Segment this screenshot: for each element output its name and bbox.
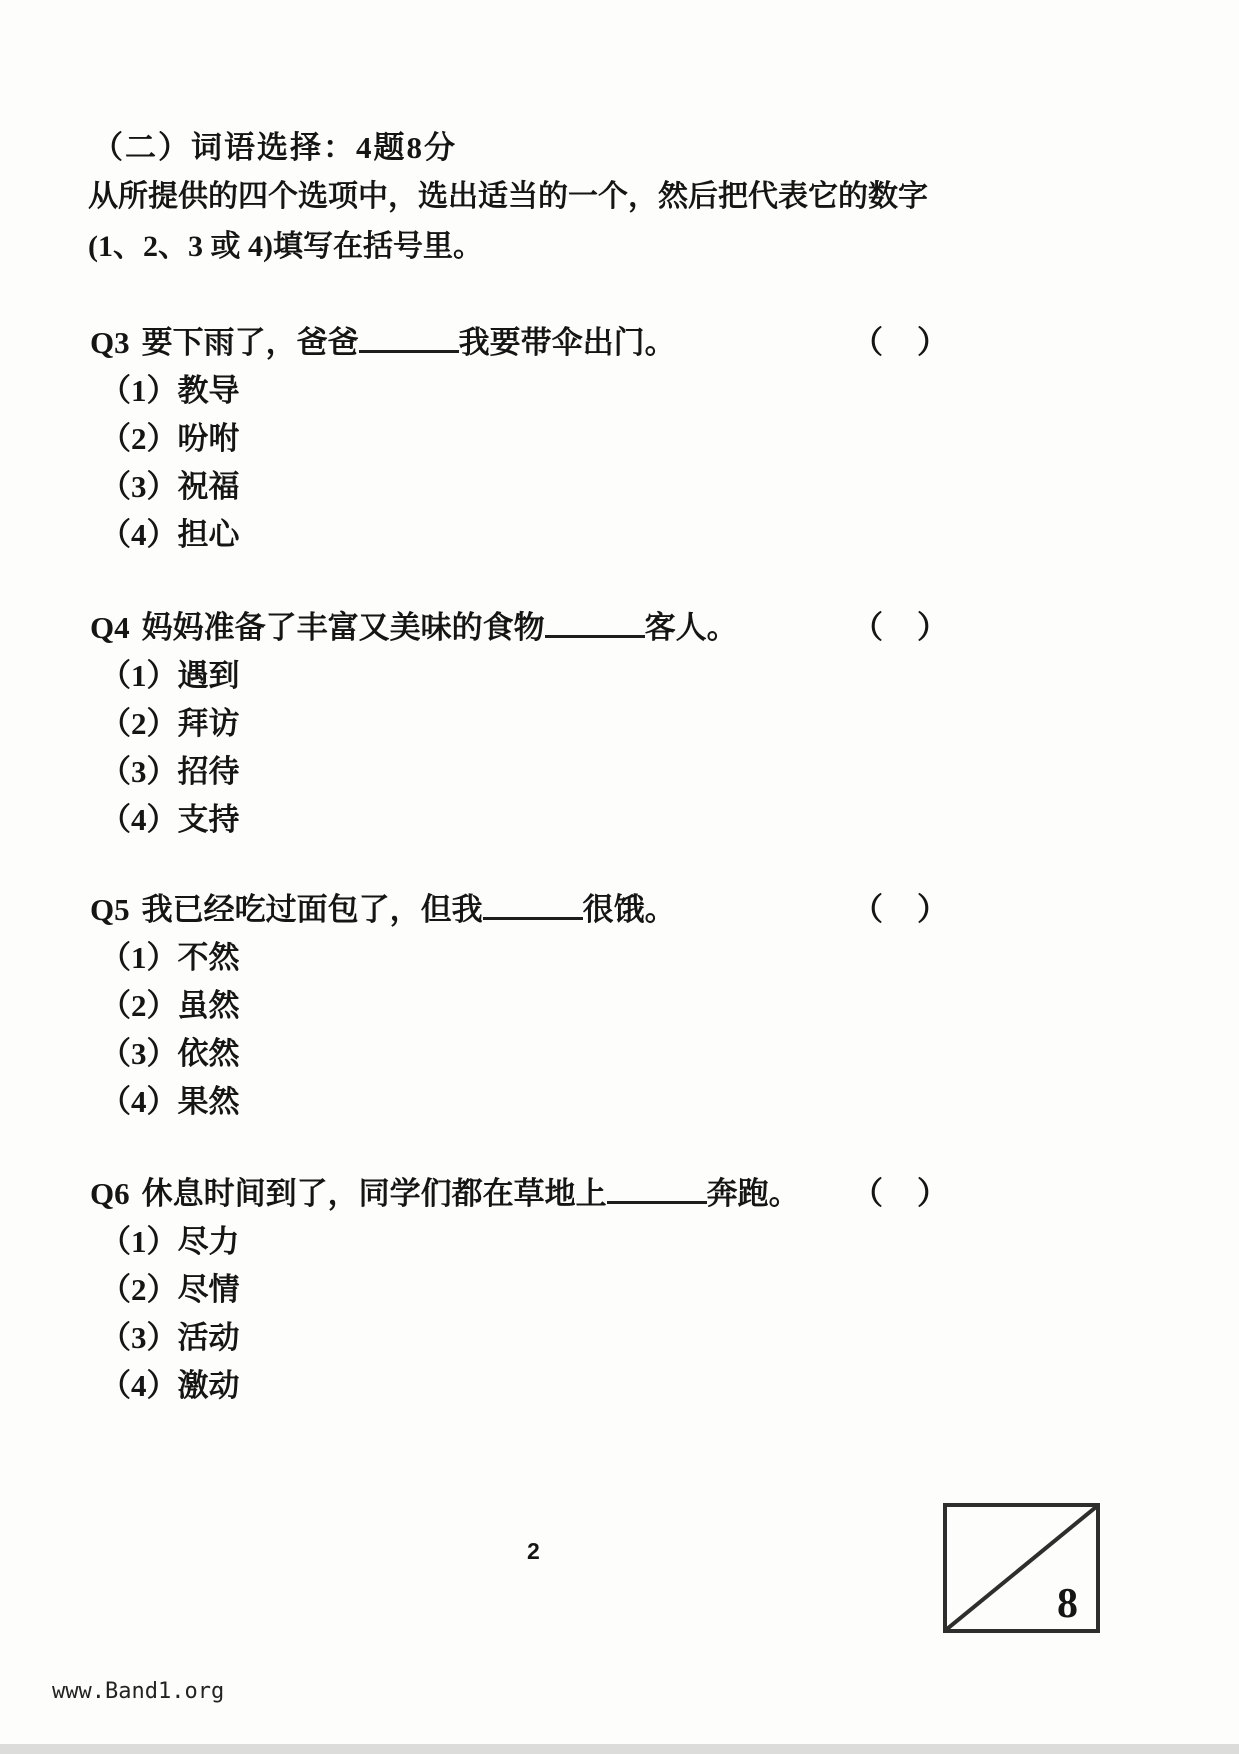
question-text — [90, 886, 1150, 934]
question-post-blank: 很饿。 — [582, 892, 676, 927]
question-q6 — [90, 1170, 1150, 1410]
instructions-line-1: 从所提供的四个选项中，选出适当的一个，然后把代表它的数字 — [88, 180, 928, 213]
option-3: （3）活动 — [100, 1320, 240, 1355]
question-pre-blank: 休息时间到了，同学们都在草地上 — [141, 1176, 607, 1211]
question-text — [90, 604, 1150, 652]
question-q4 — [90, 604, 1150, 844]
bracket-open: （ — [852, 892, 883, 927]
section-title: （二）词语选择：4题8分 — [92, 130, 457, 165]
question-number: Q4 — [90, 610, 130, 645]
option-2: （2）拜访 — [100, 706, 240, 741]
scan-edge-shadow — [0, 1744, 1239, 1754]
option-1: （1）不然 — [100, 940, 240, 975]
question-q3 — [90, 319, 1150, 559]
option-4: （4）支持 — [100, 802, 240, 837]
bracket-open: （ — [852, 1176, 883, 1211]
option-3: （3）依然 — [100, 1036, 240, 1071]
question-q5 — [90, 886, 1150, 1126]
option-2: （2）虽然 — [100, 988, 240, 1023]
bracket-open: （ — [852, 610, 883, 645]
option-1: （1）尽力 — [100, 1224, 240, 1259]
page-number: 2 — [527, 1538, 540, 1564]
instructions-line-2: (1、2、3 或 4)填写在括号里。 — [88, 230, 483, 263]
answer-blank — [359, 323, 459, 353]
question-number: Q5 — [90, 892, 130, 927]
answer-brackets — [852, 604, 948, 652]
answer-brackets — [852, 1170, 948, 1218]
question-text — [90, 319, 1150, 367]
bracket-close: ） — [917, 610, 948, 645]
score-box — [943, 1503, 1100, 1633]
question-number: Q6 — [90, 1176, 130, 1211]
option-4: （4）担心 — [100, 517, 240, 552]
answer-blank — [545, 608, 645, 638]
question-number: Q3 — [90, 325, 130, 360]
bracket-close: ） — [917, 1176, 948, 1211]
option-1: （1）教导 — [100, 373, 240, 408]
question-pre-blank: 要下雨了，爸爸 — [141, 325, 359, 360]
bracket-close: ） — [917, 325, 948, 360]
option-4: （4）果然 — [100, 1084, 240, 1119]
answer-blank — [607, 1174, 707, 1204]
bracket-close: ） — [917, 892, 948, 927]
question-post-blank: 我要带伞出门。 — [458, 325, 676, 360]
option-2: （2）吩咐 — [100, 421, 240, 456]
option-2: （2）尽情 — [100, 1272, 240, 1307]
score-value: 8 — [1057, 1581, 1078, 1627]
question-text — [90, 1170, 1150, 1218]
question-post-blank: 客人。 — [644, 610, 738, 645]
option-1: （1）遇到 — [100, 658, 240, 693]
question-post-blank: 奔跑。 — [706, 1176, 800, 1211]
answer-brackets — [852, 886, 948, 934]
bracket-open: （ — [852, 325, 883, 360]
option-3: （3）祝福 — [100, 469, 240, 504]
option-4: （4）激动 — [100, 1368, 240, 1403]
answer-brackets — [852, 319, 948, 367]
option-3: （3）招待 — [100, 754, 240, 789]
answer-blank — [483, 890, 583, 920]
question-pre-blank: 妈妈准备了丰富又美味的食物 — [141, 610, 545, 645]
footer-url: www.Band1.org — [52, 1679, 225, 1704]
question-pre-blank: 我已经吃过面包了，但我 — [141, 892, 483, 927]
